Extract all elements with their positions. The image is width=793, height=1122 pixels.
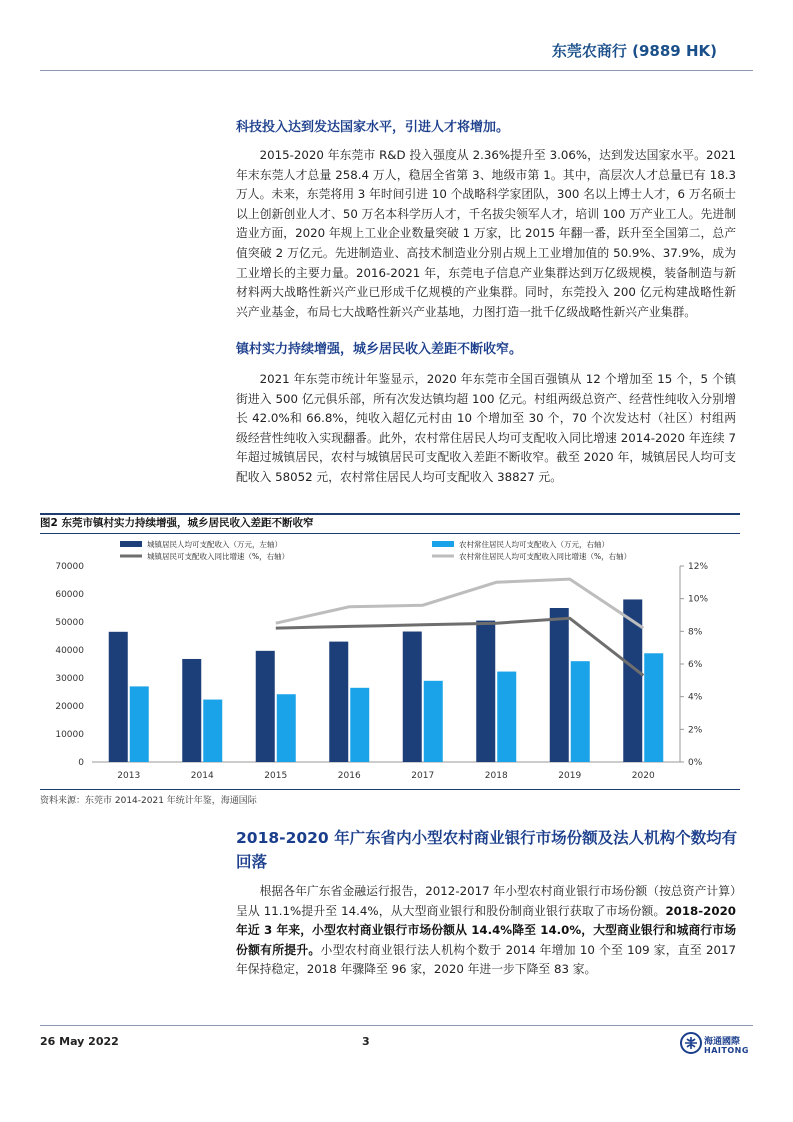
y-left-tick-label: 20000 (55, 702, 84, 712)
report-header-title: 东莞农商行 (9889 HK) (551, 42, 717, 60)
bar-urban-income (109, 632, 128, 762)
y-left-tick-label: 60000 (55, 590, 84, 600)
bar-rural-income (424, 681, 443, 762)
footer-date: 26 May 2022 (40, 1035, 119, 1048)
x-tick-label: 2017 (411, 771, 435, 781)
market-share-text-bold: 2018-2020 年近 3 年来，小型农村商业银行市场份额从 14.4%降至 14.0%，大型商业银行和城商行市场份额有所提升。 (236, 903, 736, 957)
figure-title: 图2 东莞市镇村实力持续增强，城乡居民收入差距不断收窄 (40, 517, 314, 529)
x-tick-label: 2014 (190, 771, 214, 781)
y-right-tick-label: 10% (688, 594, 709, 605)
bar-urban-income (403, 632, 422, 762)
paragraph-town-text: 2021 年东莞市统计年鉴显示，2020 年东莞市全国百强镇从 12 个增加至 15 个，5 个镇街进入 500 亿元俱乐部，所有次发达镇均超 100 亿元。村组两级总资产、经营性纯收入分别增长 42.0%和 66.8%，纯收入超亿元村由 10 个增加至 30 个，70 个次发达村（社区）村组两级经营性纯收入实现翻番。此外，农村常住居民人均可支配收入同比增速 2014-2020 年连续 7 年超过城镇居民，农村与城镇居民可支配收入差距不断收窄。截至 2020 年，城镇居民人均可支配收入 58052 元，农村常住居民人均可支配收入 38827 元。 (236, 372, 736, 484)
y-right-tick-label: 12% (688, 562, 709, 572)
bar-rural-income (571, 661, 590, 762)
paragraph-town (236, 370, 736, 488)
y-right-tick-label: 8% (688, 627, 703, 638)
bar-rural-income (644, 653, 663, 762)
y-left-tick-label: 10000 (55, 730, 84, 740)
section-heading-town: 镇村实力持续增强，城乡居民收入差距不断收窄。 (236, 342, 523, 357)
x-tick-label: 2016 (337, 771, 361, 781)
footer-divider (40, 1025, 753, 1026)
bar-urban-income (182, 659, 201, 762)
legend-label: 城镇居民可支配收入同比增速（%，右轴） (147, 552, 290, 561)
logo-chinese-name: 海通國際 (704, 1037, 741, 1047)
legend-swatch (120, 541, 142, 547)
bar-rural-income (203, 700, 222, 762)
paragraph-market-share-text (236, 882, 736, 980)
source-divider (40, 789, 740, 790)
paragraph-market-share (236, 882, 736, 980)
y-right-tick-label: 6% (688, 660, 703, 670)
bar-rural-income (277, 694, 296, 762)
haitong-logo-icon (680, 1032, 702, 1054)
y-left-tick-label: 40000 (55, 646, 84, 656)
x-tick-label: 2019 (558, 771, 582, 781)
y-left-tick-label: 70000 (55, 562, 84, 572)
y-right-tick-label: 0% (688, 758, 703, 768)
bar-rural-income (350, 688, 369, 762)
bar-urban-income (550, 608, 569, 762)
legend-swatch (432, 541, 454, 547)
bar-rural-income (497, 672, 516, 762)
section-heading-market-share: 2018-2020 年广东省内小型农村商业银行市场份额及法人机构个数均有回落 (236, 829, 738, 871)
market-share-text-a: 根据各年广东省金融运行报告，2012-2017 年小型农村商业银行市场份额（按总资产计算）呈从 11.1%提升至 14.4%，从大型商业银行和股份制商业银行获取了市场份额。 (236, 884, 736, 918)
x-tick-label: 2018 (484, 771, 508, 781)
legend-label: 农村常住居民人均可支配收入同比增速（%，右轴） (459, 552, 632, 561)
legend-label: 城镇居民人均可支配收入（万元，左轴） (147, 540, 282, 549)
bar-urban-income (476, 621, 495, 762)
bar-rural-income (130, 686, 149, 762)
section-heading-tech: 科技投入达到发达国家水平，引进人才将增加。 (236, 120, 510, 135)
logo-english-name: HAITONG (704, 1046, 749, 1055)
x-tick-label: 2015 (264, 771, 288, 781)
paragraph-tech (236, 146, 736, 322)
y-right-tick-label: 2% (688, 725, 703, 736)
figure-source: 资料来源：东莞市 2014-2021 年统计年鉴，海通国际 (40, 796, 257, 806)
market-share-text-b: 小型农村商业银行法人机构个数于 2014 年增加 10 个至 109 家，直至 2017 年保持稳定，2018 年骤降至 96 家，2020 年进一步下降至 83 家。 (236, 942, 736, 977)
y-right-tick-label: 4% (688, 692, 703, 703)
y-left-tick-label: 30000 (55, 674, 84, 684)
header-divider (40, 70, 753, 71)
paragraph-tech-text: 2015-2020 年东莞市 R&D 投入强度从 2.36%提升至 3.06%，达到发达国家水平。2021 年末东莞人才总量 258.4 万人，稳居全省第 3、地级市第 1。其中，高层次人才总量已有 18.3 万人。未来，东莞将用 3 年时间引进 10 个战略科学家团队，300 名以上博士人才，6 万名硕士以上创新创业人才、50 万名本科学历人才，千名拔尖领军人才，培训 100 万产业工人。先进制造业方面，2020 年规上工业企业数量突破 1 万家，比 2015 年翻一番，跃升至全国第二，总产值突破 2 万亿元。先进制造业、高技术制造业分别占规上工业增加值的 50.9%、37.9%，成为工业增长的主要力量。2016-2021 年，东莞电子信息产业集群达到万亿级规模，装备制造与新材料两大战略性新兴产业已形成千亿规模的产业集群。同时，东莞投入 200 亿元构建战略性新兴产业基金，布局七大战略性新兴产业基地，力图打造一批千亿级战略性新兴产业集群。 (236, 148, 736, 319)
y-left-tick-label: 50000 (55, 618, 84, 628)
line-rural-growth (276, 579, 644, 628)
x-tick-label: 2013 (117, 771, 141, 781)
bar-urban-income (256, 651, 275, 762)
legend-label: 农村常住居民人均可支配收入（万元，右轴） (459, 540, 609, 549)
bar-urban-income (329, 642, 348, 762)
y-left-tick-label: 0 (78, 758, 84, 768)
x-tick-label: 2020 (631, 771, 655, 781)
page-number: 3 (362, 1035, 370, 1048)
income-chart (40, 536, 740, 786)
